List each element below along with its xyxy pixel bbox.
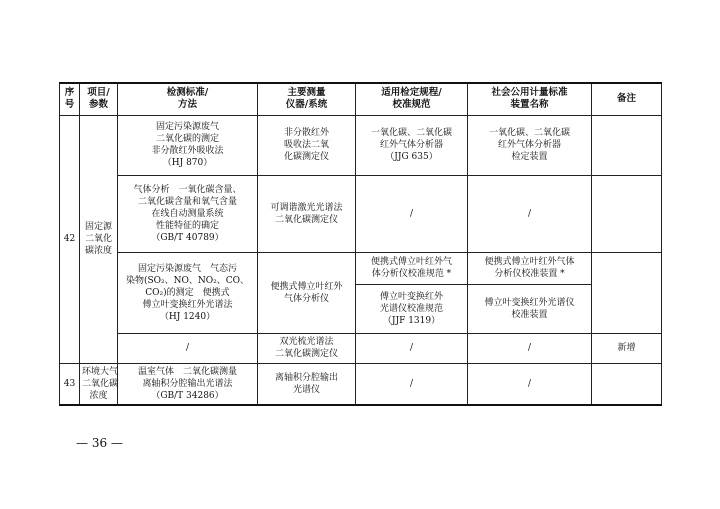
row-42-3a-regulation: 便携式傅立叶红外气 体分析仪校准规范 *: [356, 252, 468, 284]
row-42-3-instrument: 便携式傅立叶红外 气体分析仪: [258, 252, 356, 333]
table-row: [60, 175, 662, 252]
row-42-1-remark: [592, 115, 662, 175]
page-number: — 36 —: [76, 436, 123, 450]
row-42-4-standard: /: [118, 333, 258, 363]
row-42-2-public-standard: /: [468, 175, 592, 252]
row-42-seq: 42: [60, 115, 80, 363]
row-43-regulation: /: [356, 363, 468, 405]
row-42-1-standard: 固定污染源废气 二氧化碳的测定 非分散红外吸收法 （HJ 870）: [118, 115, 258, 175]
table-row: [60, 363, 662, 405]
row-42-1-regulation: 一氧化碳、二氧化碳 红外气体分析器 （JJG 635）: [356, 115, 468, 175]
row-42-item: 固定源 二氧化 碳浓度: [80, 115, 118, 363]
row-43-seq: 43: [60, 363, 80, 405]
row-43-standard: 温室气体 二氧化碳测量 离轴积分腔输出光谱法 （GB/T 34286）: [118, 363, 258, 405]
table-row: [60, 115, 662, 175]
row-42-4-remark: 新增: [592, 333, 662, 363]
row-42-4-public-standard: /: [468, 333, 592, 363]
table-row: [60, 333, 662, 363]
row-42-1-instrument: 非分散红外 吸收法二氧 化碳测定仪: [258, 115, 356, 175]
row-43-instrument: 离轴积分腔输出 光谱仪: [258, 363, 356, 405]
header-regulation: 适用检定规程/ 校准规范: [356, 83, 468, 115]
header-standard: 检测标准/ 方法: [118, 83, 258, 115]
row-43-item: 环境大气 二氧化碳 浓度: [80, 363, 118, 405]
row-42-4-instrument: 双光梳光谱法 二氧化碳测定仪: [258, 333, 356, 363]
header-instrument: 主要测量 仪器/系统: [258, 83, 356, 115]
row-42-2-standard: 气体分析 一氧化碳含量、 二氧化碳含量和氧气含量 在线自动测量系统 性能特征的确定 （GB/T 40789）: [118, 175, 258, 252]
row-42-3-standard: 固定污染源废气 气态污 染物(SO₂、NO、NO₂、CO、 CO₂)的测定 便携式 傅立叶变换红外光谱法 （HJ 1240）: [118, 252, 258, 333]
header-item: 项目/ 参数: [80, 83, 118, 115]
row-42-4-regulation: /: [356, 333, 468, 363]
table-row: [60, 252, 662, 284]
row-42-1-public-standard: 一氧化碳、二氧化碳 红外气体分析器 检定装置: [468, 115, 592, 175]
row-42-3-remark: [592, 252, 662, 333]
row-42-3a-public-standard: 便携式傅立叶红外气体 分析仪校准装置 *: [468, 252, 592, 284]
row-42-2-instrument: 可调谐激光光谱法 二氧化碳测定仪: [258, 175, 356, 252]
row-43-remark: [592, 363, 662, 405]
calibration-table: [59, 82, 662, 406]
row-42-2-regulation: /: [356, 175, 468, 252]
row-42-3b-public-standard: 傅立叶变换红外光谱仪 校准装置: [468, 284, 592, 333]
row-42-2-remark: [592, 175, 662, 252]
header-remark: 备注: [592, 83, 662, 115]
row-43-public-standard: /: [468, 363, 592, 405]
row-42-3b-regulation: 傅立叶变换红外 光谱仪校准规范 （JJF 1319）: [356, 284, 468, 333]
header-public-standard: 社会公用计量标准 装置名称: [468, 83, 592, 115]
header-seq: 序 号: [60, 83, 80, 115]
